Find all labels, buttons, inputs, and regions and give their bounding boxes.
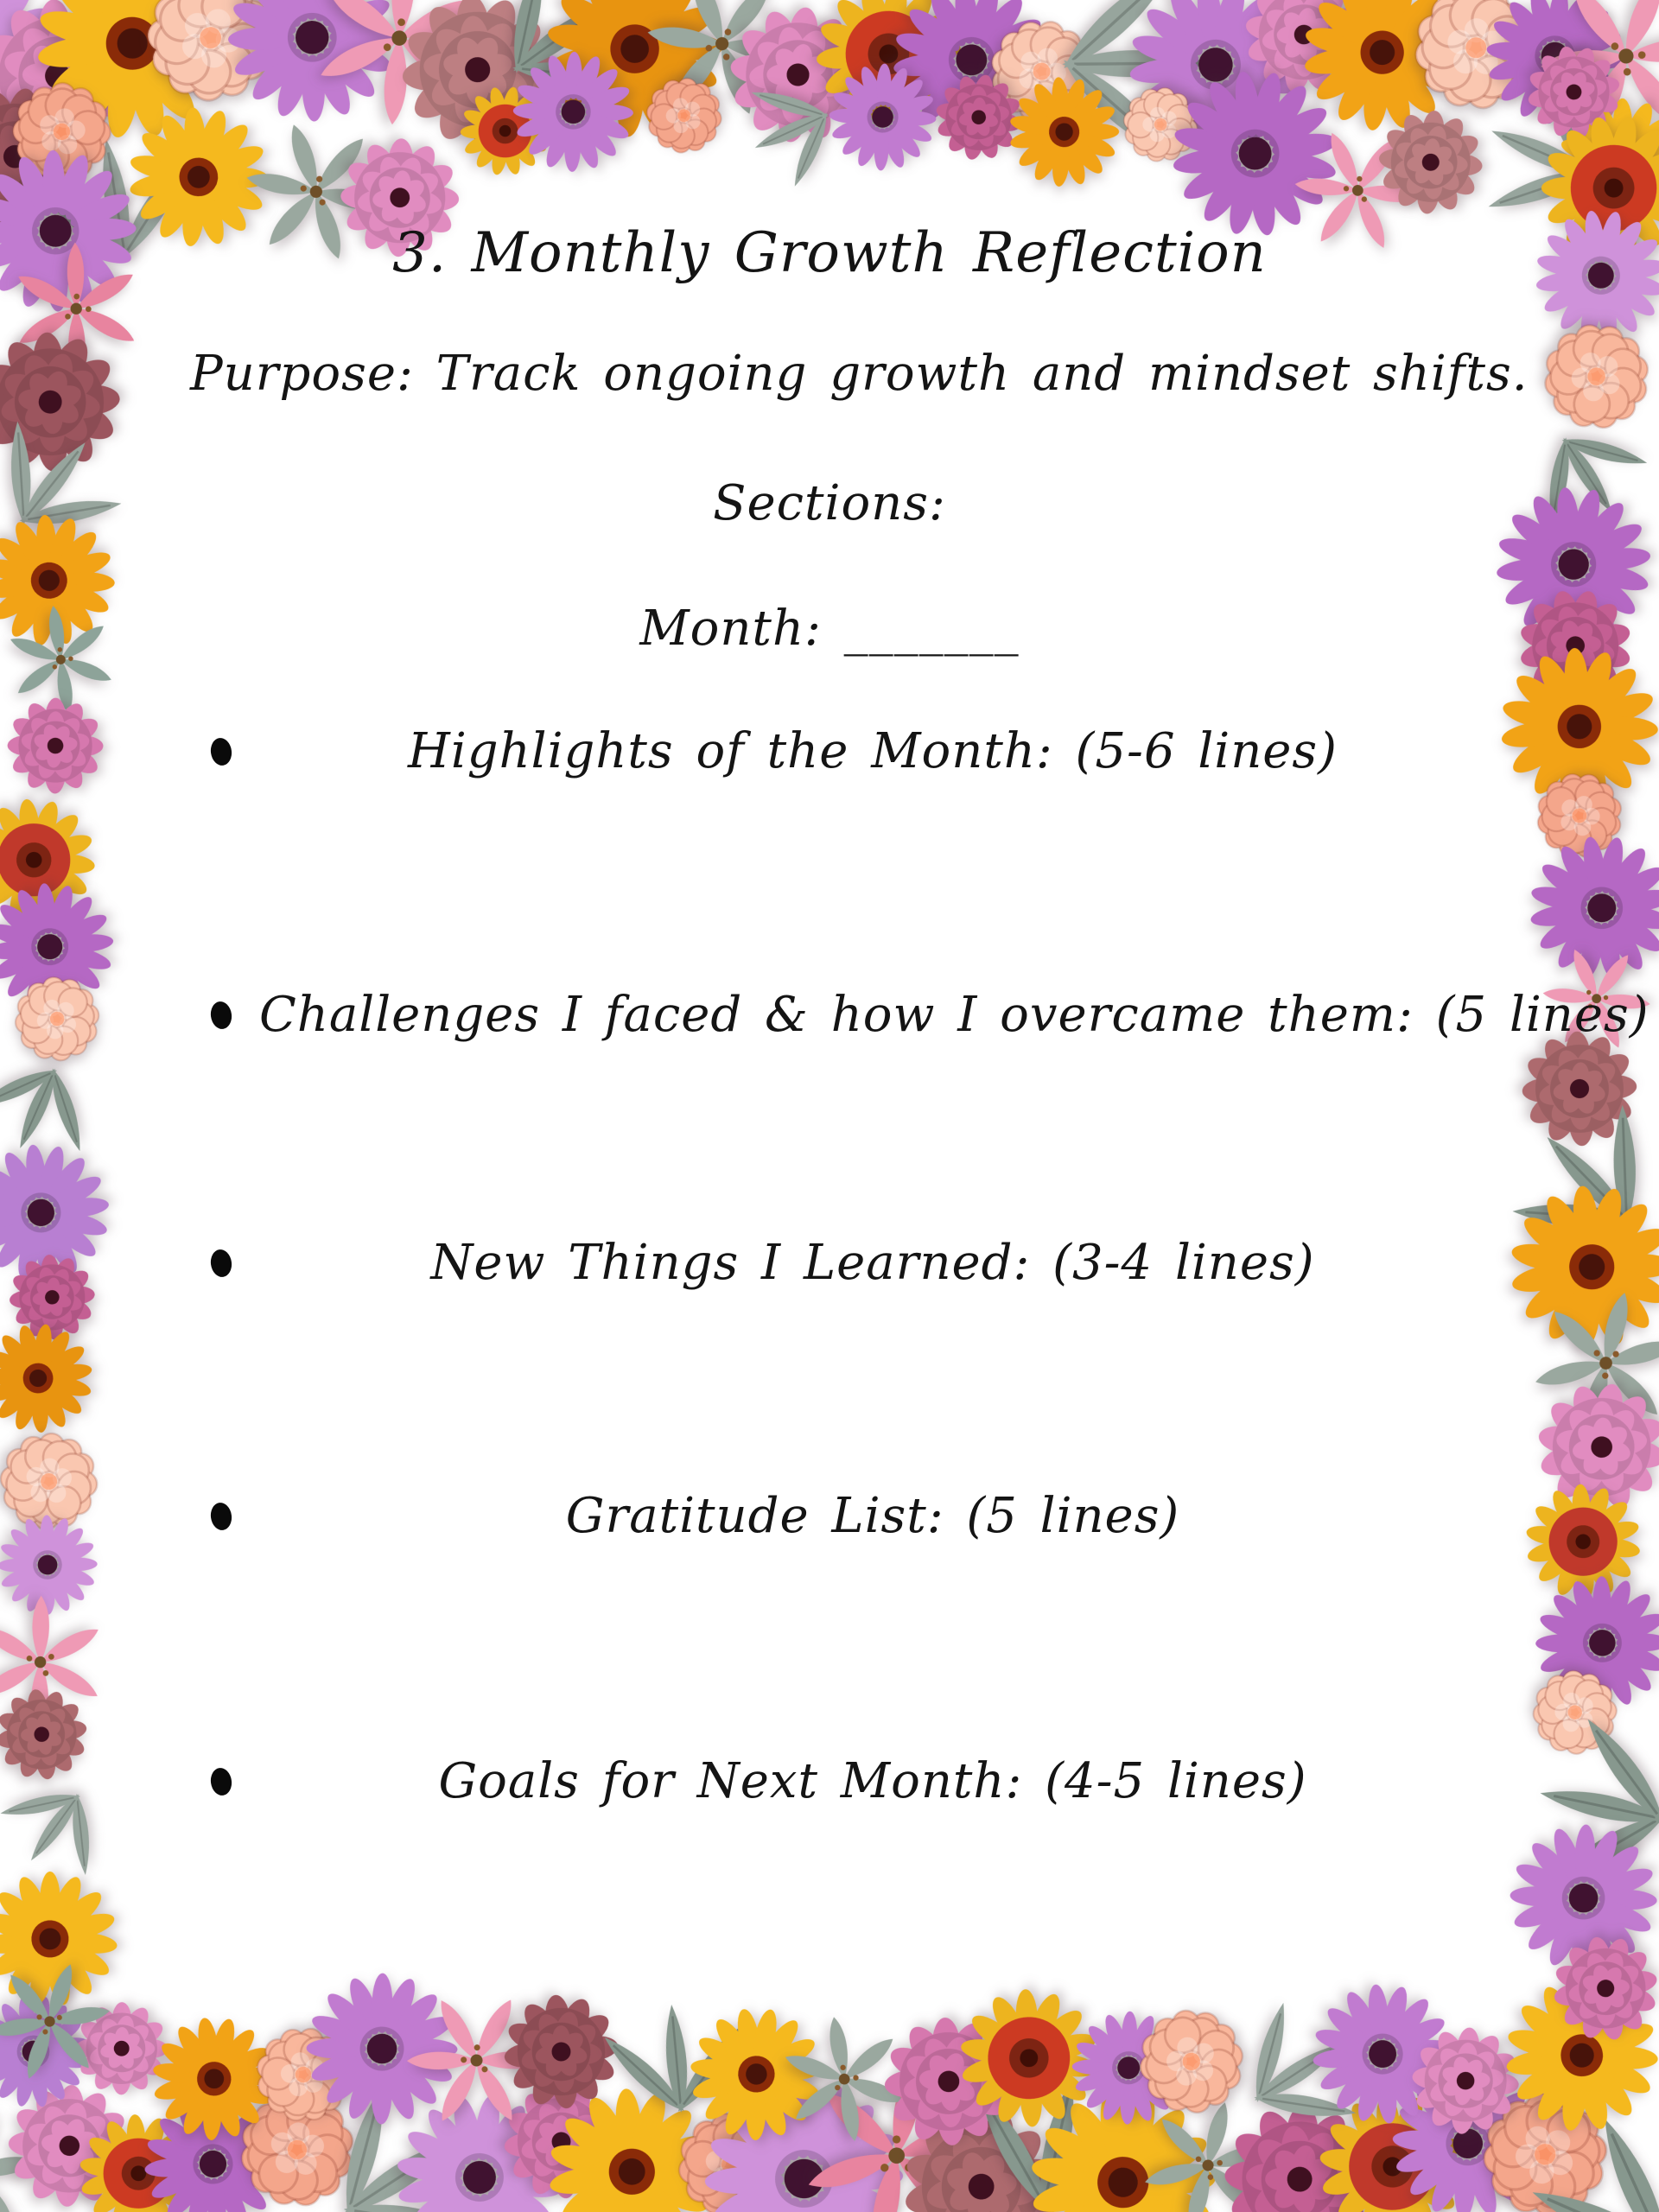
bullet-label: Goals for Next Month: (4-5 lines) [438,1753,1307,1809]
bullet-label: Gratitude List: (5 lines) [565,1488,1180,1544]
list-item [259,984,1649,1046]
bullet-label: Highlights of the Month: (5-6 lines) [408,723,1338,779]
page-title: 3. Monthly Growth Reflection [392,221,1267,285]
bullet-label: Challenges I faced & how I overcame them: (5 lines) [259,987,1649,1043]
list-item [259,1751,1486,1813]
list-item [259,1485,1486,1548]
bullet-label: New Things I Learned: (3-4 lines) [430,1235,1315,1291]
list-item [259,721,1486,783]
purpose-line: Purpose: Track ongoing growth and mindset shifts. [190,346,1529,402]
month-fill-in-line: Month: _______ [639,601,1020,657]
list-item [259,1232,1486,1294]
sections-heading: Sections: [713,475,946,531]
